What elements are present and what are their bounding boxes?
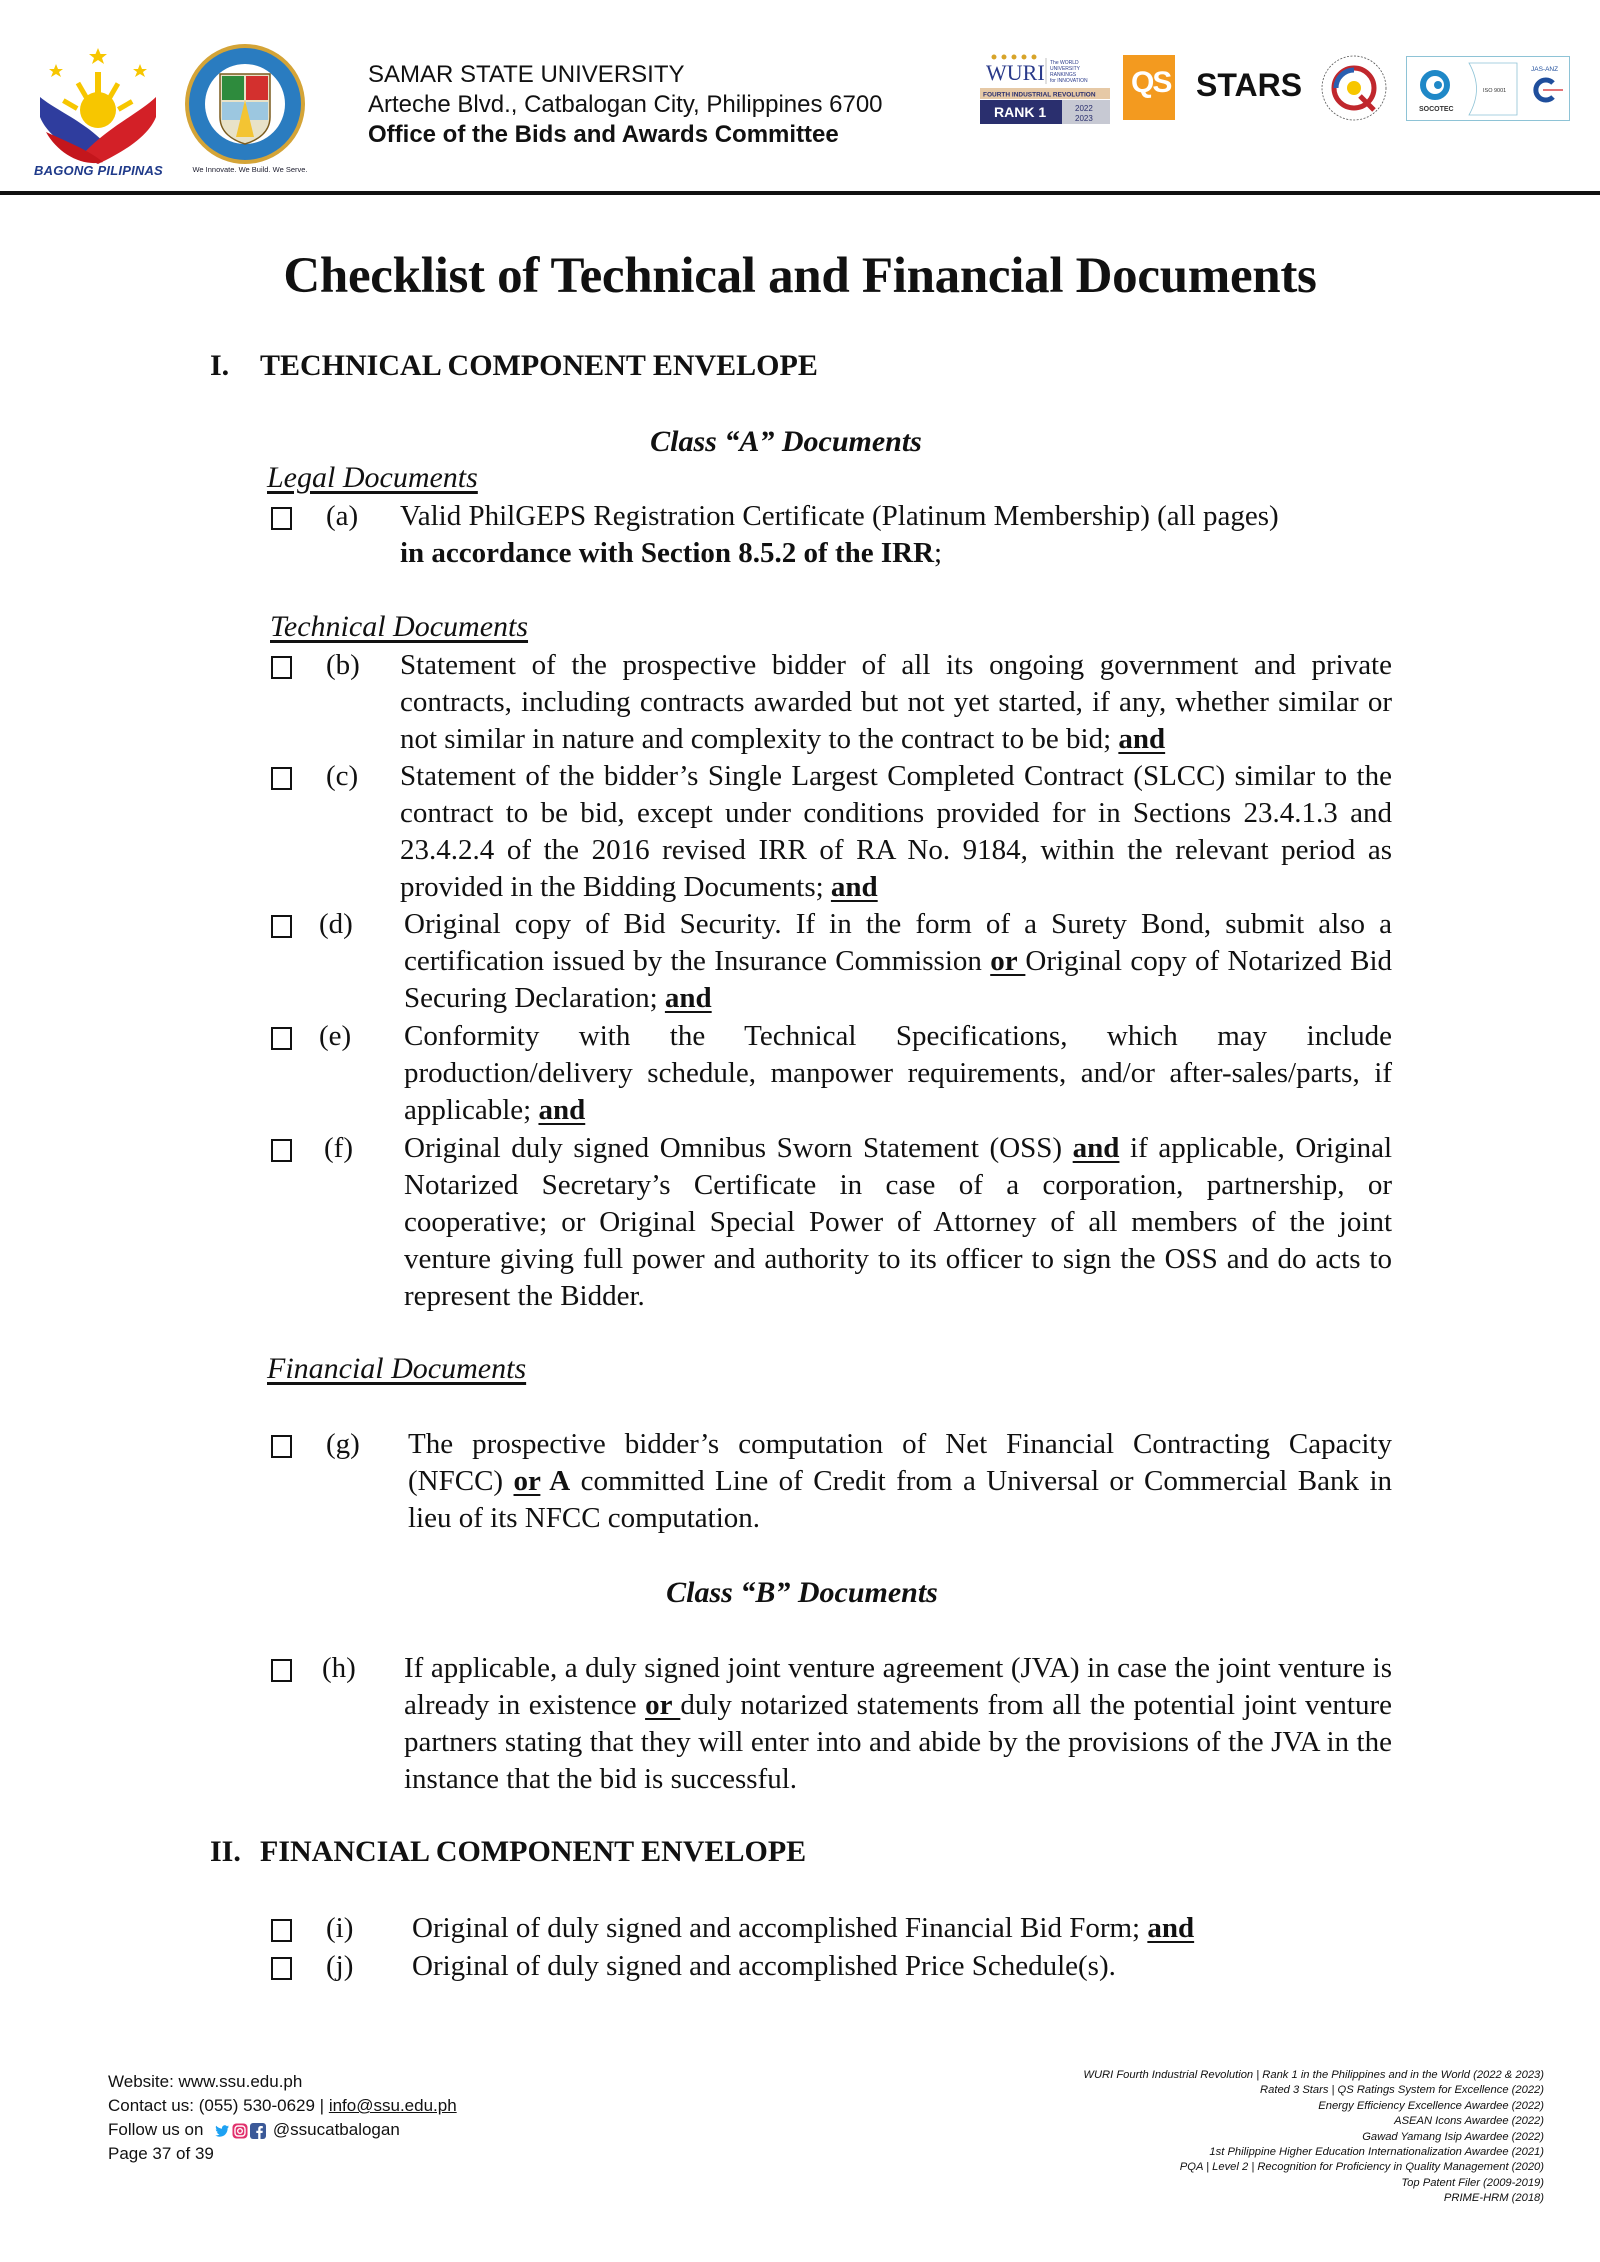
svg-text:2022: 2022: [1075, 104, 1093, 113]
section-number: I.: [210, 349, 230, 382]
facebook-icon[interactable]: [250, 2123, 266, 2139]
item-text-or: or: [990, 945, 1026, 977]
svg-text:JAS-ANZ: JAS-ANZ: [1531, 66, 1559, 73]
iso-certification-badge: [1406, 56, 1570, 121]
svg-text:FOURTH INDUSTRIAL REVOLUTION: FOURTH INDUSTRIAL REVOLUTION: [983, 91, 1096, 99]
checklist-item-j: [0, 1948, 1600, 1988]
svg-text:SOCOTEC: SOCOTEC: [1419, 106, 1454, 113]
item-text: [400, 498, 1392, 572]
checkbox[interactable]: [271, 1659, 292, 1682]
checkbox[interactable]: [271, 1435, 292, 1458]
item-text: Original of duly signed and accomplished Price Schedule(s).: [412, 1950, 1116, 1982]
award-line: 1st Philippine Higher Education Internationalization Awardee (2021): [1209, 2146, 1544, 2159]
checklist-item-d: [0, 906, 1600, 1021]
item-label: (i): [326, 1912, 354, 1944]
svg-text:The WORLD: The WORLD: [1050, 60, 1079, 66]
qs-logo-text: QS: [1131, 66, 1171, 99]
item-text-part: duly notarized statements from all the potential joint venture partners stating that they will enter into and abide by the provisions of the JVA in the instance that the bid is successful.: [404, 1689, 1392, 1795]
item-text-and: and: [830, 871, 878, 903]
item-text-bold: A: [540, 1465, 571, 1497]
item-text-part: Original copy of Notarized Bid Securing Declaration;: [404, 945, 1392, 1014]
university-address: Arteche Blvd., Catbalogan City, Philippines 6700: [368, 91, 883, 118]
checkbox[interactable]: [271, 1139, 292, 1162]
stars-logo-text: STARS: [1196, 67, 1303, 103]
item-text-and: and: [1118, 723, 1166, 755]
page-title: Checklist of Technical and Financial Documents: [283, 248, 1317, 304]
item-text-part: Statement of the bidder’s Single Largest Completed Contract (SLCC) similar to the contract to be bid, except under conditions provided for in Sections 23.4.1.3 and 23.4.2.4 of the 2016 revised IRR of RA No. 9184, within the relevant period as provided in the Bidding Documents;: [400, 760, 1392, 903]
checklist-item-i: [0, 1910, 1600, 1950]
item-text-part: Statement of the prospective bidder of all its ongoing government and private contracts, including contracts awarded but not yet started, if any, whether similar or not similar in nature and complexity to the contract to be bid;: [400, 649, 1392, 755]
financial-documents-heading: Financial Documents: [267, 1352, 527, 1385]
section-number: II.: [210, 1835, 241, 1868]
checklist-item-b: [0, 647, 1600, 762]
item-text-and: and: [664, 982, 712, 1014]
item-text: [408, 1426, 1392, 1537]
item-text: [404, 906, 1392, 1017]
letterhead: [0, 0, 1600, 190]
item-label: (c): [326, 760, 359, 792]
office-name: Office of the Bids and Awards Committee: [368, 121, 839, 148]
section-title: FINANCIAL COMPONENT ENVELOPE: [260, 1835, 807, 1868]
item-text-and: and: [1072, 1132, 1120, 1164]
checkbox[interactable]: [271, 1027, 292, 1050]
item-text: [404, 1650, 1392, 1798]
item-label: (b): [326, 649, 360, 681]
contact-phone: Contact us: (055) 530-0629 |: [108, 2096, 329, 2115]
item-label: (a): [326, 500, 359, 532]
class-a-heading: Class “A” Documents: [650, 425, 922, 458]
email-link[interactable]: info@ssu.edu.ph: [328, 2096, 457, 2115]
svg-text:RANK 1: RANK 1: [994, 104, 1047, 120]
item-text-and: and: [538, 1094, 586, 1126]
item-label: (d): [319, 908, 353, 940]
checkbox[interactable]: [271, 507, 292, 530]
award-line: Top Patent Filer (2009-2019): [1401, 2176, 1544, 2189]
award-line: Rated 3 Stars | QS Ratings System for Excellence (2022): [1260, 2084, 1544, 2097]
checklist-item-a: [0, 498, 1600, 578]
bagong-pilipinas-logo: [28, 42, 168, 177]
bagong-pilipinas-wordmark: BAGONG PILIPINAS: [34, 163, 163, 178]
award-line: PRIME-HRM (2018): [1443, 2192, 1544, 2205]
checkbox[interactable]: [271, 1957, 292, 1980]
footer-contact: [108, 2070, 457, 2166]
ssu-seal-logo: [178, 42, 313, 177]
checklist-item-h: [0, 1650, 1600, 1800]
item-label: (h): [322, 1652, 356, 1684]
item-text: [400, 758, 1392, 906]
item-text-part: If applicable, a duly signed joint venture agreement (JVA) in case the joint venture is already in existence: [404, 1652, 1392, 1721]
checkbox[interactable]: [271, 656, 292, 679]
svg-text:UNIVERSITY: UNIVERSITY: [1050, 66, 1081, 72]
svg-text:2023: 2023: [1075, 114, 1093, 123]
checklist-item-f: [0, 1130, 1600, 1320]
item-text-part: Original of duly signed and accomplished Financial Bid Form;: [412, 1912, 1148, 1944]
twitter-icon[interactable]: [214, 2123, 230, 2139]
item-text-part: Original copy of Bid Security. If in the form of a Surety Bond, submit also a certification issued by the Insurance Commission: [404, 908, 1392, 977]
ssu-motto: We Innovate. We Build. We Serve.: [192, 165, 308, 174]
section-heading-technical: [210, 349, 818, 383]
legal-documents-heading: Legal Documents: [267, 461, 478, 494]
footer-contact-line: [108, 2094, 457, 2118]
item-text: [404, 1130, 1392, 1315]
item-text-or: or: [513, 1465, 541, 1497]
item-text-part: Original duly signed Omnibus Sworn Statement (OSS): [404, 1132, 1073, 1164]
item-text-part: ;: [934, 537, 943, 569]
wuri-rank-badge: [980, 50, 1110, 125]
class-b-heading: Class “B” Documents: [666, 1576, 938, 1609]
checklist-item-g: [0, 1426, 1600, 1541]
footer-awards: [1083, 2068, 1544, 2207]
item-text-and: and: [1147, 1912, 1195, 1944]
svg-text:ISO 9001: ISO 9001: [1483, 88, 1507, 94]
item-text-or: or: [645, 1689, 681, 1721]
footer-website: Website: www.ssu.edu.ph: [108, 2072, 303, 2091]
checklist-item-e: [0, 1018, 1600, 1133]
award-line: ASEAN Icons Awardee (2022): [1394, 2115, 1544, 2128]
checkbox[interactable]: [271, 915, 292, 938]
university-info: [368, 60, 883, 150]
item-text: [412, 1910, 1392, 1947]
award-line: Energy Efficiency Excellence Awardee (2022): [1318, 2099, 1544, 2112]
header-divider: [0, 191, 1600, 195]
svg-text:for INNOVATION: for INNOVATION: [1050, 78, 1088, 84]
item-text-bold: in accordance with Section 8.5.2 of the IRR: [400, 537, 935, 569]
award-line: Gawad Yamang Isip Awardee (2022): [1362, 2130, 1544, 2143]
item-text-part: if applicable, Original Notarized Secretary’s Certificate in case of a corporation, partnership, or cooperative; or Original Special Power of Attorney of all members of the joint venture giving full power and authority to its officer to sign the OSS and do acts to represent the Bidder.: [404, 1132, 1392, 1312]
item-label: (f): [324, 1132, 353, 1164]
item-label: (g): [326, 1428, 360, 1460]
checkbox[interactable]: [271, 1919, 292, 1942]
checklist-item-c: [0, 758, 1600, 908]
svg-text:WURI: WURI: [986, 60, 1045, 85]
socotec-iso-jasanz-icon: [1407, 57, 1569, 120]
item-label: (j): [326, 1950, 354, 1982]
section-title: TECHNICAL COMPONENT ENVELOPE: [260, 349, 818, 382]
instagram-icon[interactable]: [232, 2123, 248, 2139]
item-label: (e): [319, 1020, 352, 1052]
philippine-quality-award-badge: [1320, 52, 1388, 124]
university-name: SAMAR STATE UNIVERSITY: [368, 61, 685, 88]
section-heading-financial: [210, 1835, 806, 1869]
follow-label: Follow us on: [108, 2120, 204, 2139]
award-line: WURI Fourth Industrial Revolution | Rank 1 in the Philippines and in the World (2022 & 2023): [1083, 2069, 1544, 2081]
footer-follow-line: [108, 2118, 457, 2142]
item-text: [400, 647, 1392, 758]
item-text-part: Valid PhilGEPS Registration Certificate (Platinum Membership) (all pages): [400, 500, 1279, 532]
item-text-part: committed Line of Credit from a Universal or Commercial Bank in lieu of its NFCC computation.: [408, 1465, 1393, 1534]
page-number: Page 37 of 39: [108, 2144, 214, 2163]
technical-documents-heading: Technical Documents: [270, 610, 529, 643]
item-text-part: Conformity with the Technical Specifications, which may include production/delivery schedule, manpower requirements, and/or after-sales/parts, if applicable;: [404, 1020, 1392, 1126]
item-text-part: The prospective bidder’s computation of Net Financial Contracting Capacity (NFCC): [408, 1428, 1392, 1497]
svg-text:RANKINGS: RANKINGS: [1050, 72, 1077, 78]
social-handle[interactable]: @ssucatbalogan: [272, 2120, 400, 2139]
award-line: PQA | Level 2 | Recognition for Proficiency in Quality Management (2020): [1179, 2161, 1544, 2174]
checkbox[interactable]: [271, 767, 292, 790]
item-text: [404, 1018, 1392, 1129]
